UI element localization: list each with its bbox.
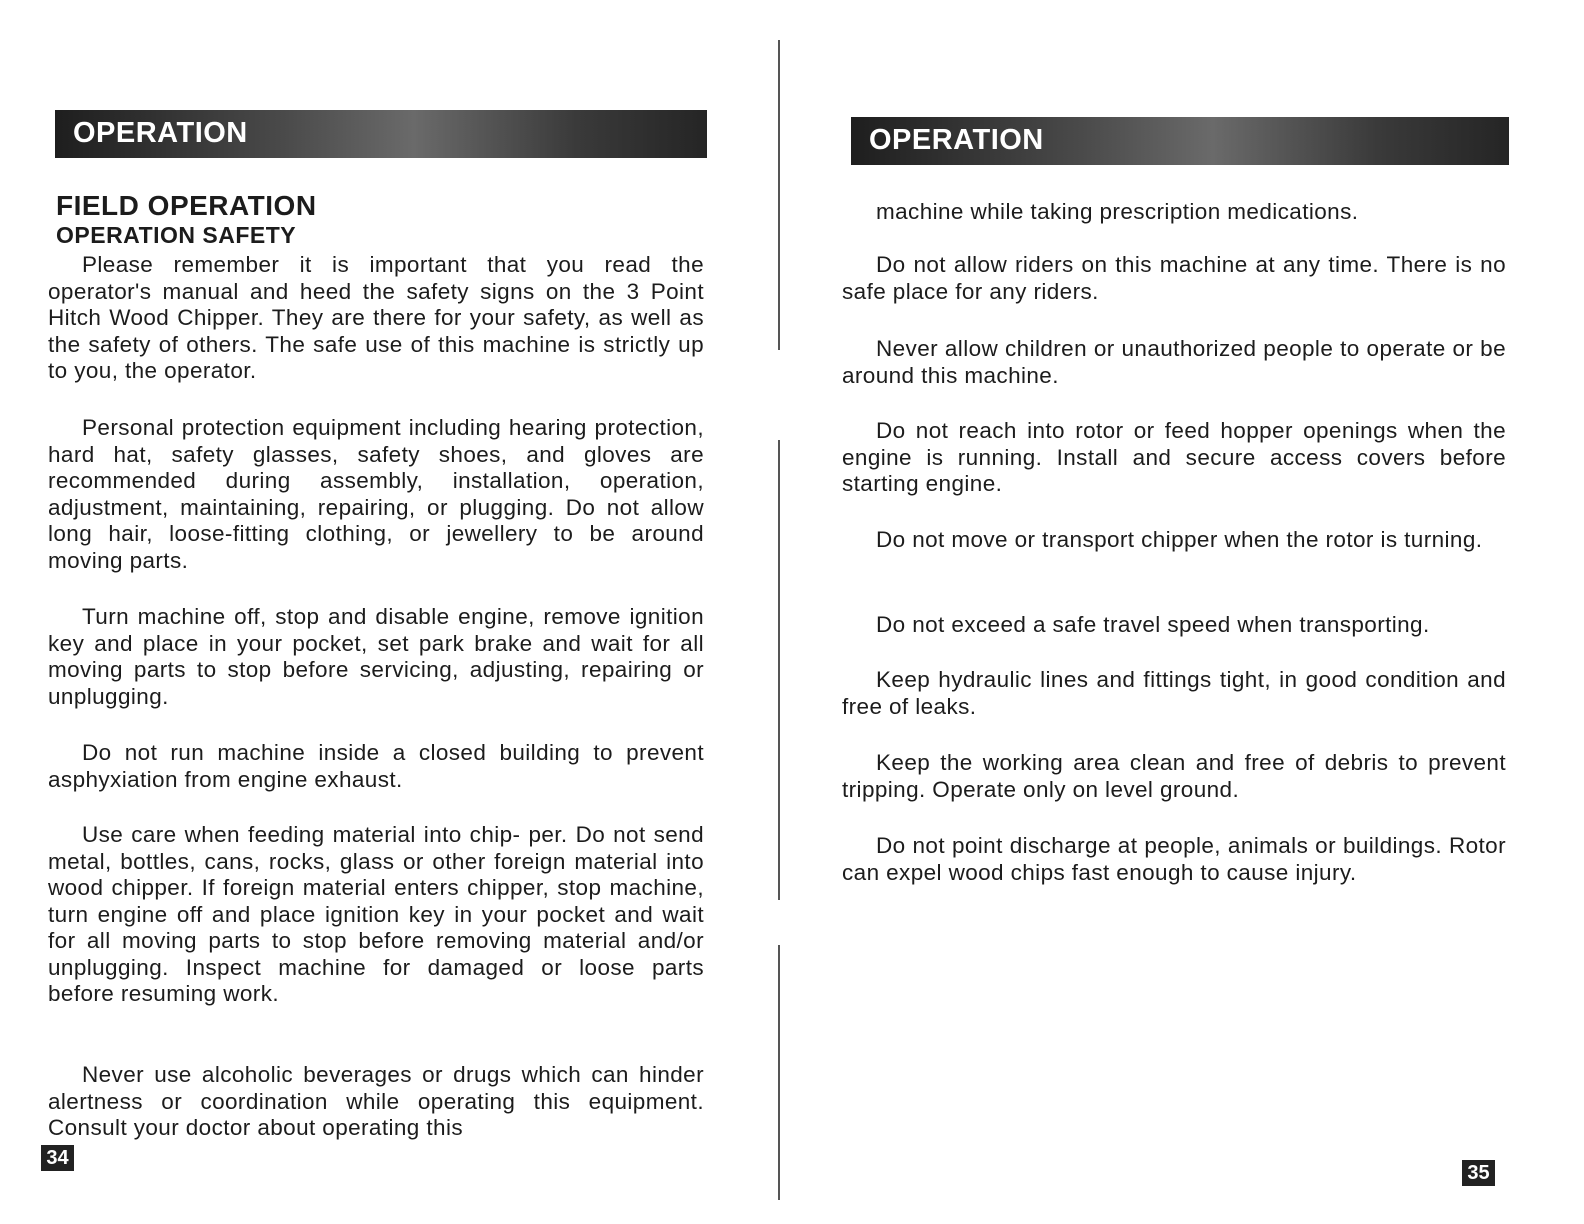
paragraph: Do not point discharge at people, animals or buildings. Rotor can expel wood chips fast enough to cause injury.: [842, 833, 1506, 885]
paragraph: Do not run machine inside a closed building to prevent asphyxiation from engine exhaust.: [48, 740, 704, 792]
paragraph: Use care when feeding material into chip- per. Do not send metal, bottles, cans, rocks, glass or other foreign material into wood chipper. If foreign material enters chipper, stop machine, turn engine off and place ignition key in your pocket and wait for all moving parts to stop before removing material and/or unplugging. Inspect machine for damaged or loose parts before resuming work.: [48, 822, 704, 1006]
left-page: [0, 0, 790, 1224]
paragraph: Do not exceed a safe travel speed when transporting.: [876, 612, 1430, 637]
paragraph: Keep hydraulic lines and fittings tight, in good condition and free of leaks.: [842, 667, 1506, 719]
section-title: FIELD OPERATION: [56, 190, 317, 221]
paragraph: Keep the working area clean and free of debris to prevent tripping. Operate only on level ground.: [842, 750, 1506, 802]
paragraph: Do not reach into rotor or feed hopper openings when the engine is running. Install and secure access covers before starting engine.: [842, 418, 1506, 496]
section-header-bar: OPERATION: [851, 117, 1509, 165]
right-page: [790, 0, 1584, 1224]
paragraph: Do not allow riders on this machine at any time. There is no safe place for any riders.: [842, 252, 1506, 304]
paragraph: Turn machine off, stop and disable engine, remove ignition key and place in your pocket, set park brake and wait for all moving parts to stop before servicing, adjusting, repairing or unplugging.: [48, 604, 704, 709]
paragraph: Personal protection equipment including hearing protection, hard hat, safety glasses, safety shoes, and gloves are recommended during assembly, installation, operation, adjustment, maintaining, repairing, or plugging. Do not allow long hair, loose-fitting clothing, or jewellery to be around moving parts.: [48, 415, 704, 573]
page-number: 34: [41, 1145, 74, 1171]
paragraph: Never use alcoholic beverages or drugs which can hinder alertness or coordination while operating this equipment. Consult your doctor about operating this: [48, 1062, 704, 1140]
section-subtitle: OPERATION SAFETY: [56, 222, 297, 248]
paragraph: Please remember it is important that you read the operator's manual and heed the safety signs on the 3 Point Hitch Wood Chipper. They are there for your safety, as well as the safety of others. The safe use of this machine is strictly up to you, the operator.: [48, 252, 704, 383]
paragraph: machine while taking prescription medications.: [876, 199, 1359, 224]
section-header-bar: OPERATION: [55, 110, 707, 158]
paragraph: Do not move or transport chipper when the rotor is turning.: [876, 527, 1483, 552]
page-number: 35: [1462, 1160, 1495, 1186]
paragraph: Never allow children or unauthorized people to operate or be around this machine.: [842, 336, 1506, 388]
